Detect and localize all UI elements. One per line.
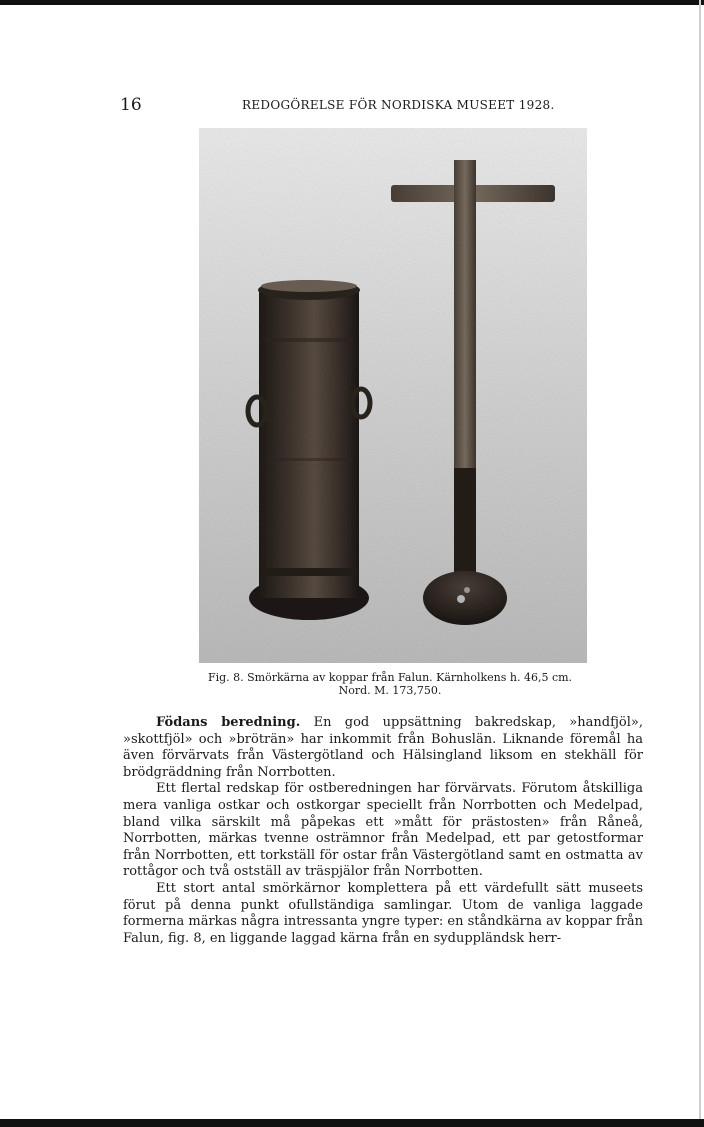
body-text xyxy=(123,715,643,947)
figure-caption xyxy=(170,671,610,697)
caption-line-2: Nord. M. 173,750. xyxy=(338,684,442,697)
figure-photo xyxy=(199,128,587,663)
page-edge xyxy=(699,0,701,1127)
paragraph-3: Ett stort antal smörkärnor komplettera på ett värdefullt sätt museets förut på denna punkt ofullständiga samlingar. Utom de vanliga laggade formerna märkas några intressanta yngre typer: en ståndkärna av koppar från Falun, fig. 8, en liggande laggad kärna från en syduppländsk herr- xyxy=(123,880,643,946)
page-number: 16 xyxy=(120,95,142,115)
section-heading: Födans beredning. xyxy=(156,715,301,730)
top-border xyxy=(0,0,704,5)
paragraph-2: Ett flertal redskap för ostberedningen har förvärvats. Förutom åtskilliga mera vanliga ostkar och ostkorgar speciellt från Norrbotten och Medelpad, bland vilka särskilt må påpekas ett »mått för prästosten» från Råneå, Norrbotten, märkas tvenne osträmnor från Medelpad, ett par getostformar från Norrbotten, ett torkställ för ostar från Västergötland samt en ostmatta av rottågor och två ostställ av träspjälor från Norrbotten. xyxy=(123,781,643,880)
paragraph-1-text: En god uppsättning bakredskap, »handfjöl», »skottfjöl» och »bröträn» har inkommit från Bohuslän. Liknande föremål ha även förvärvats från Västergötland och Hälsingland liksom en stekhäll för brödgräddning från Norrbotten. xyxy=(123,715,643,780)
paragraph xyxy=(123,715,643,781)
churn-illustration xyxy=(248,280,370,620)
running-title: REDOGÖRELSE FÖR NORDISKA MUSEET 1928. xyxy=(242,98,555,112)
bottom-border xyxy=(0,1119,704,1127)
caption-line-1: Fig. 8. Smörkärna av koppar från Falun. Kärnholkens h. 46,5 cm. xyxy=(207,671,573,684)
